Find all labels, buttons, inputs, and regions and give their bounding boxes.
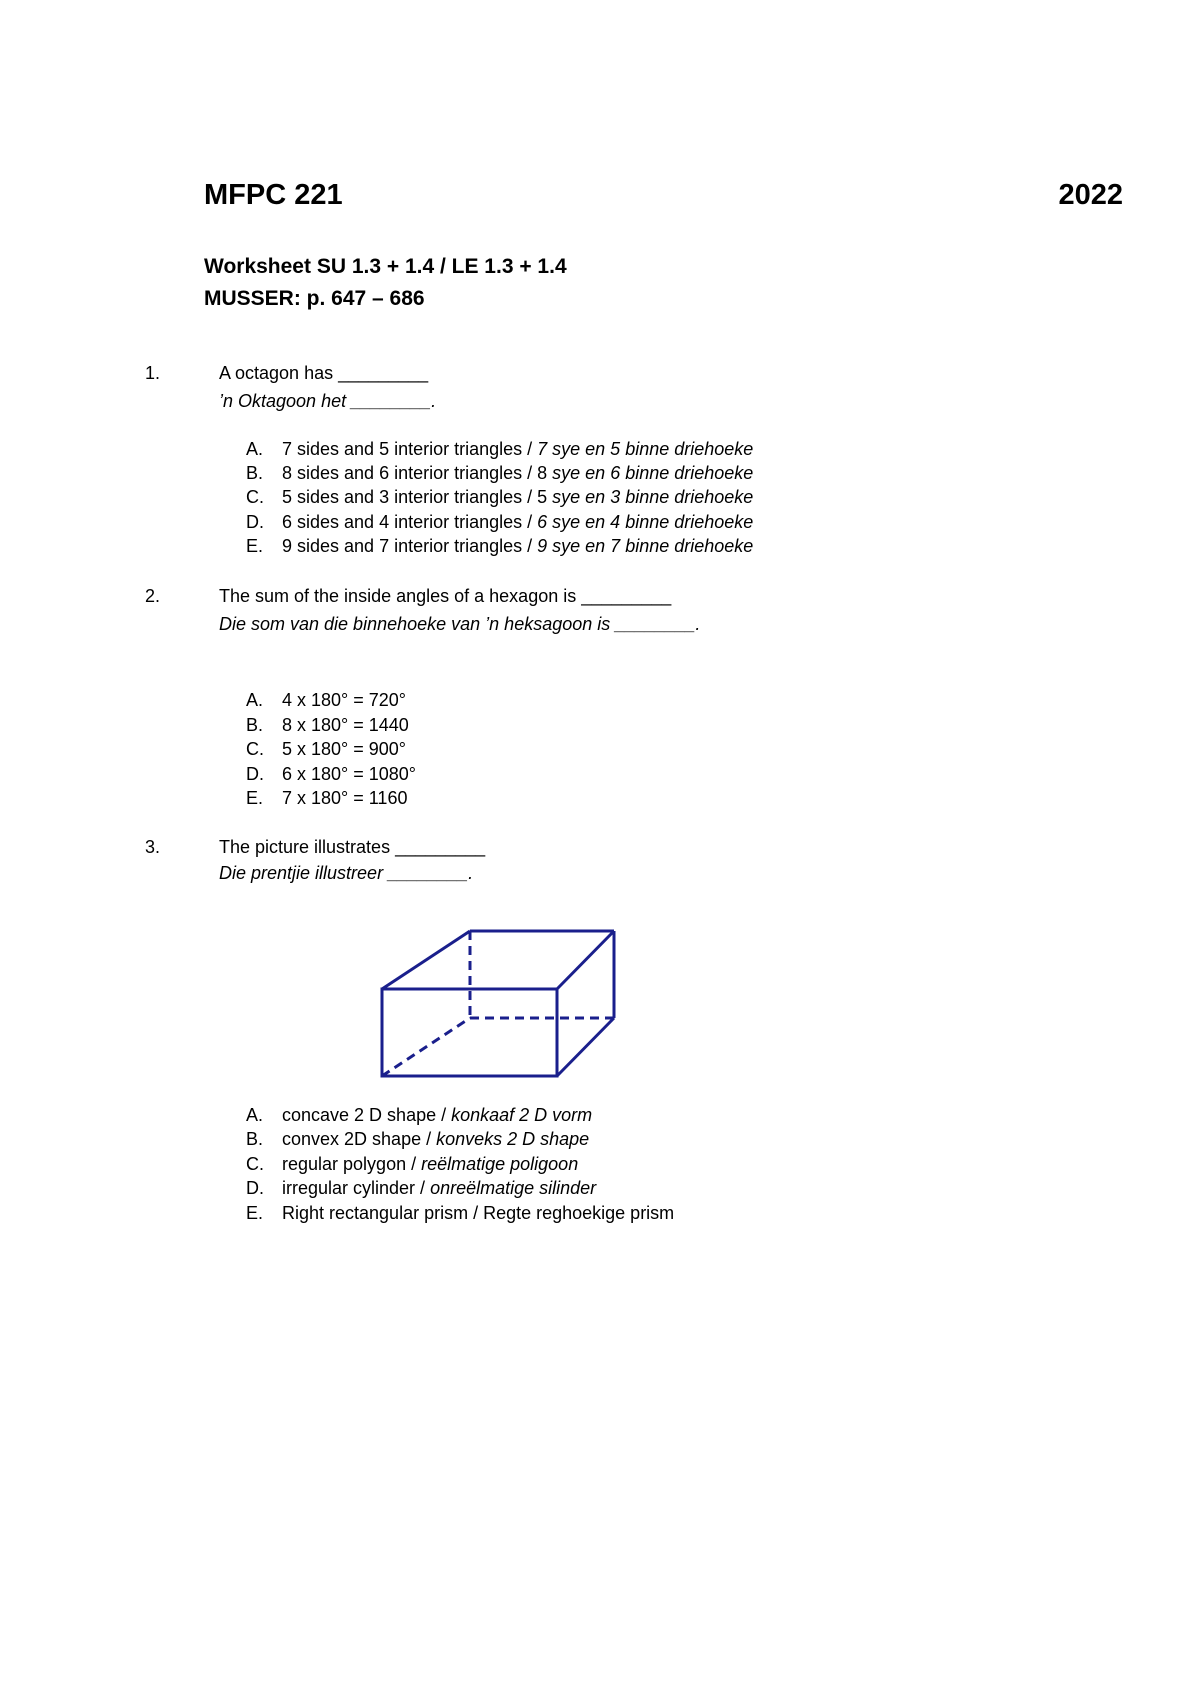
question-text-en: The picture illustrates _________: [219, 837, 486, 857]
question-number: 2.: [145, 586, 161, 606]
option-b: [246, 1127, 589, 1151]
prism-edge: [557, 1018, 614, 1076]
option-text-en: 7 x 180° = 1160: [282, 788, 408, 808]
textbook-reference: MUSSER: p. 647 – 686: [204, 287, 425, 310]
option-text-af: sye en 6 binne driehoeke: [552, 463, 754, 483]
option-text-en: concave 2 D shape /: [282, 1105, 452, 1125]
option-d: [246, 762, 416, 786]
option-text-af: onreëlmatige silinder: [430, 1178, 597, 1198]
course-code: MFPC 221: [204, 179, 343, 211]
option-text-en: 6 sides and 4 interior triangles /: [282, 512, 538, 532]
option-letter: A.: [246, 439, 264, 459]
question-number: 1.: [145, 363, 161, 383]
option-letter: D.: [246, 764, 264, 784]
option-text-en: 4 x 180° = 720°: [282, 690, 406, 710]
option-c: [246, 485, 753, 509]
option-letter: E.: [246, 1203, 264, 1223]
prism-hidden-edge: [382, 1018, 470, 1076]
option-text-en: Right rectangular prism / Regte reghoekige prism: [282, 1203, 675, 1223]
question-text-en: A octagon has _________: [219, 363, 429, 383]
option-text-en: regular polygon /: [282, 1154, 422, 1174]
option-d: [246, 1176, 596, 1200]
option-letter: C.: [246, 1154, 264, 1174]
prism-front-face: [382, 989, 557, 1076]
option-a: [246, 437, 753, 461]
year: 2022: [1058, 179, 1123, 211]
option-c: [246, 737, 406, 761]
option-text-en: 9 sides and 7 interior triangles /: [282, 536, 538, 556]
option-letter: C.: [246, 487, 264, 507]
question-text-en: The sum of the inside angles of a hexagon is _________: [219, 586, 672, 606]
option-text-en: 8 sides and 6 interior triangles / 8: [282, 463, 553, 483]
question-text-af: ’n Oktagoon het ________.: [219, 391, 437, 411]
option-e: [246, 1201, 674, 1225]
worksheet-title: Worksheet SU 1.3 + 1.4 / LE 1.3 + 1.4: [204, 255, 567, 278]
option-text-af: reëlmatige poligoon: [421, 1154, 579, 1174]
question-number: 3.: [145, 837, 161, 857]
option-text-en: 5 x 180° = 900°: [282, 739, 406, 759]
prism-edge: [557, 931, 614, 989]
option-letter: E.: [246, 788, 264, 808]
option-text-en: 8 x 180° = 1440: [282, 715, 409, 735]
option-text-en: convex 2D shape /: [282, 1129, 437, 1149]
option-letter: E.: [246, 536, 264, 556]
option-letter: B.: [246, 715, 264, 735]
option-letter: B.: [246, 1129, 264, 1149]
option-e: [246, 786, 407, 810]
option-text-af: 6 sye en 4 binne driehoeke: [537, 512, 754, 532]
option-a: [246, 688, 406, 712]
option-text-af: sye en 3 binne driehoeke: [552, 487, 754, 507]
question-text-af: Die prentjie illustreer ________.: [219, 863, 474, 883]
option-text-en: 7 sides and 5 interior triangles /: [282, 439, 538, 459]
option-text-af: konkaaf 2 D vorm: [451, 1105, 593, 1125]
option-b: [246, 461, 753, 485]
option-letter: A.: [246, 1105, 264, 1125]
prism-edge: [382, 931, 470, 989]
option-letter: A.: [246, 690, 264, 710]
option-c: [246, 1152, 578, 1176]
option-a: [246, 1103, 592, 1127]
option-text-en: 6 x 180° = 1080°: [282, 764, 416, 784]
option-b: [246, 713, 409, 737]
option-d: [246, 510, 753, 534]
option-letter: C.: [246, 739, 264, 759]
option-letter: B.: [246, 463, 264, 483]
rectangular-prism-icon: [371, 920, 621, 1080]
option-text-af: 9 sye en 7 binne driehoeke: [537, 536, 754, 556]
option-text-en: irregular cylinder /: [282, 1178, 431, 1198]
option-text-af: konveks 2 D shape: [436, 1129, 590, 1149]
option-text-en: 5 sides and 3 interior triangles / 5: [282, 487, 553, 507]
question-text-af: Die som van die binnehoeke van ’n heksagoon is ________.: [219, 614, 701, 634]
option-letter: D.: [246, 1178, 264, 1198]
option-e: [246, 534, 753, 558]
option-text-af: 7 sye en 5 binne driehoeke: [537, 439, 754, 459]
prism-drawing: [371, 920, 621, 1080]
option-letter: D.: [246, 512, 264, 532]
